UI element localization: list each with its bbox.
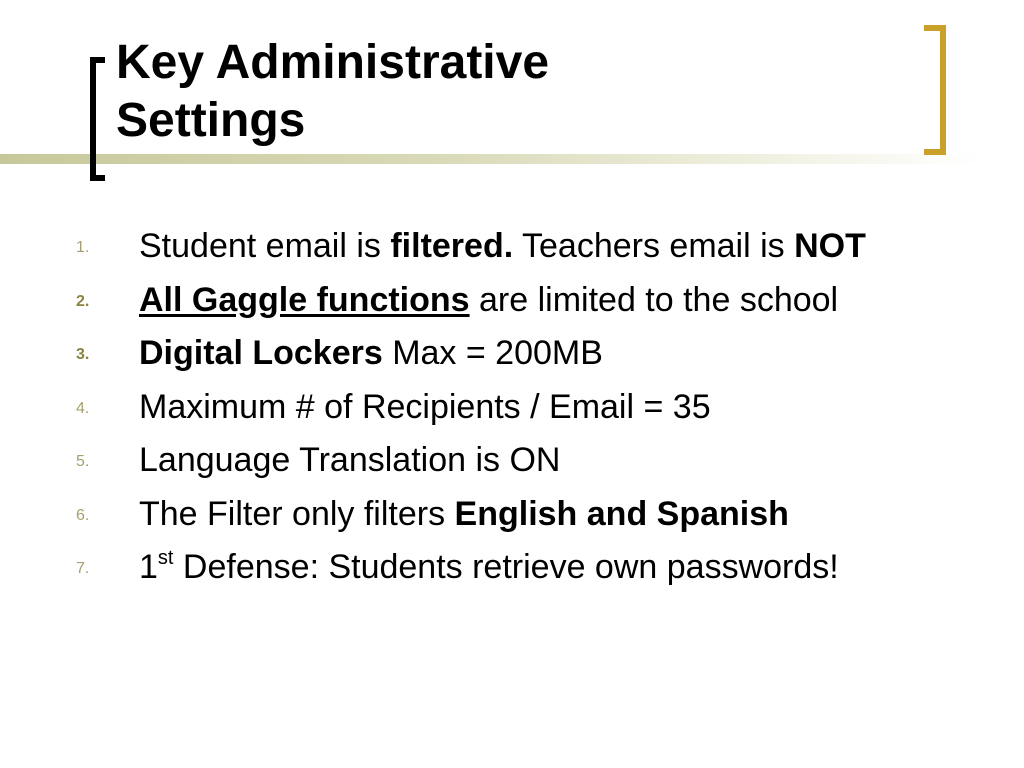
list-item bbox=[0, 383, 1024, 437]
list-item-text: Maximum # of Recipients / Email = 35 bbox=[139, 387, 711, 426]
list-item-bold-text: English and Spanish bbox=[454, 494, 789, 533]
list-item-text bbox=[139, 492, 789, 536]
list-item bbox=[0, 329, 1024, 383]
list-item bbox=[0, 436, 1024, 490]
list-item-number: 3. bbox=[76, 346, 90, 363]
list-item-text bbox=[139, 224, 866, 268]
slide-title-line-1: Key Administrative bbox=[116, 36, 550, 89]
list-item-bold-text: NOT bbox=[794, 227, 866, 265]
settings-list bbox=[0, 222, 1024, 597]
list-item-number: 6. bbox=[76, 506, 90, 524]
list-item-text: Language Translation is ON bbox=[139, 441, 561, 479]
list-item-text bbox=[139, 545, 839, 589]
list-item bbox=[0, 490, 1024, 544]
list-item-text-part: Student email is bbox=[139, 227, 391, 265]
list-item-text-part: are limited to the school bbox=[469, 280, 839, 319]
list-item-underlined-bold-text: All Gaggle functions bbox=[139, 280, 470, 319]
list-item-number: 4. bbox=[76, 399, 90, 417]
list-item-number: 2. bbox=[76, 292, 90, 310]
ordinal-superscript: st bbox=[157, 547, 174, 569]
list-item-text-part: Teachers email is bbox=[513, 227, 795, 265]
list-item-text-part: Defense: Students retrieve own passwords! bbox=[173, 548, 839, 586]
list-item-number: 7. bbox=[76, 560, 90, 577]
list-item-text bbox=[139, 278, 838, 322]
list-item-text bbox=[139, 331, 603, 375]
list-item-number: 5. bbox=[76, 453, 90, 470]
right-bracket-decoration bbox=[924, 25, 946, 155]
slide-title-line-2: Settings bbox=[116, 94, 306, 147]
slide-title bbox=[116, 34, 549, 150]
list-item-bold-text: Digital Lockers bbox=[139, 334, 383, 372]
left-bracket-decoration bbox=[90, 57, 105, 181]
list-item bbox=[0, 222, 1024, 276]
title-accent-line bbox=[0, 154, 980, 164]
list-item-text-part: Max = 200MB bbox=[382, 334, 603, 372]
list-item-number: 1. bbox=[76, 239, 90, 256]
list-item-bold-text: filtered. bbox=[390, 227, 514, 265]
list-item-text-part: The Filter only filters bbox=[139, 494, 455, 533]
list-item-text-part: 1 bbox=[139, 548, 158, 586]
list-item bbox=[0, 543, 1024, 597]
list-item bbox=[0, 276, 1024, 330]
